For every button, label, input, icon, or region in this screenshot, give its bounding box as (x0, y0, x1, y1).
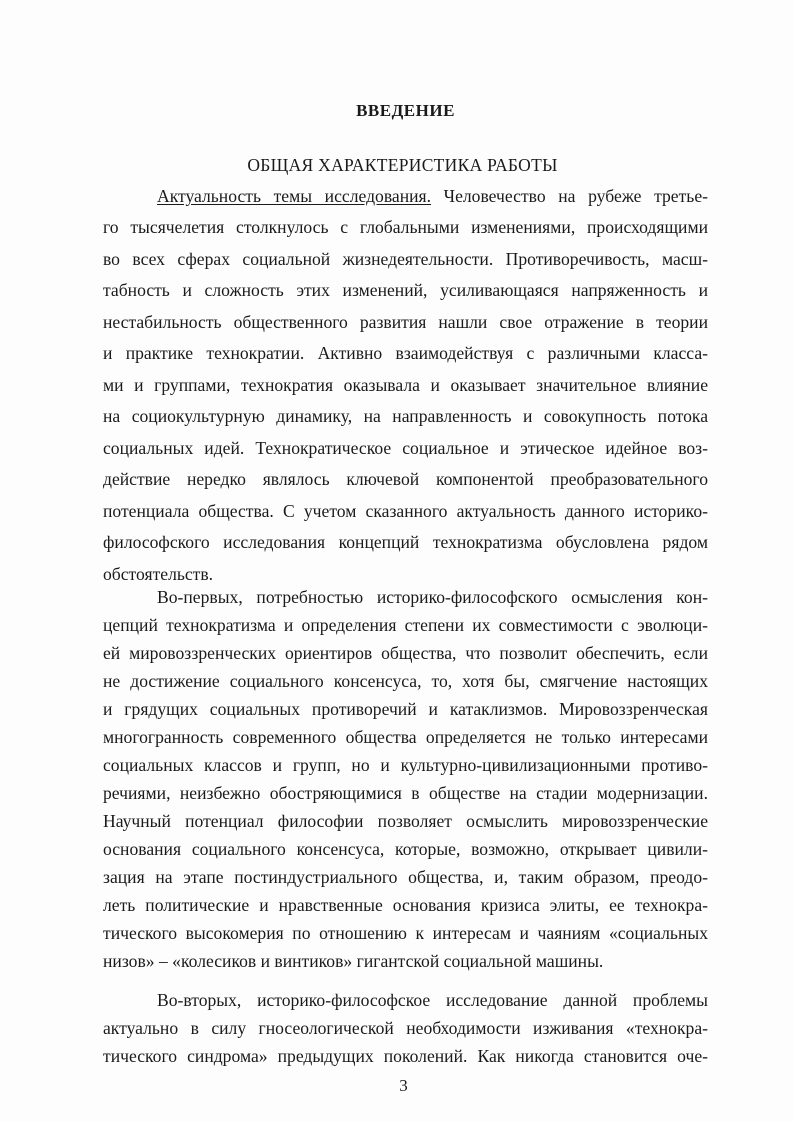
text-line: многогранность современного общества определяется не только интересами (103, 727, 708, 747)
text-line: действие нередко являлось ключевой компонентой преобразовательного (103, 469, 708, 489)
text-line: тического высокомерия по отношению к интересам и чаяниям «социальных (103, 923, 708, 943)
text-line: обстоятельств. (103, 564, 214, 584)
text-line: актуально в силу гносеологической необходимости изживания «технокра- (103, 1018, 708, 1038)
text-line: речиями, неизбежно обостряющимися в обществе на стадии модернизации. (103, 783, 708, 803)
text-line: тического синдрома» предыдущих поколений. Как никогда становится оче- (103, 1046, 708, 1066)
text-line: Во-вторых, историко-философское исследование данной проблемы (157, 990, 708, 1010)
text-line: и практике технократии. Активно взаимодействуя с различными класса- (103, 343, 708, 363)
text-line: зация на этапе постиндустриального общества, и, таким образом, преодо- (103, 867, 708, 887)
text-line: и грядущих социальных противоречий и катаклизмов. Мировоззренческая (103, 699, 708, 719)
page-number: 3 (399, 1076, 408, 1095)
text-line: социальных идей. Технократическое социальное и этическое идейное воз- (103, 438, 708, 458)
text-line: Во-первых, потребностью историко-философского осмысления кон- (157, 587, 708, 607)
text-line: леть политические и нравственные основания кризиса элиты, ее технокра- (103, 895, 708, 915)
text-line: философского исследования концепций технократизма обусловлена рядом (103, 532, 708, 552)
page-heading-introduction: ВВЕДЕНИЕ (356, 101, 455, 120)
text-line: на социокультурную динамику, на направленность и совокупность потока (103, 406, 708, 426)
text-line: основания социального консенсуса, которые, возможно, открывает цивили- (103, 839, 708, 859)
text-line: го тысячелетия столкнулось с глобальными изменениями, происходящими (103, 217, 708, 237)
text-line: социальных классов и групп, но и культурно-цивилизационными противо- (103, 755, 708, 775)
text-line: во всех сферах социальной жизнедеятельности. Противоречивость, масш- (103, 249, 708, 269)
section-label-relevance: Актуальность темы исследования. (157, 186, 432, 206)
text-line: Научный потенциал философии позволяет осмыслить мировоззренческие (103, 811, 708, 831)
text-line (157, 186, 708, 206)
text-line: табность и сложность этих изменений, усиливающаяся напряженность и (103, 280, 708, 300)
text-line: нестабильность общественного развития нашли свое отражение в теории (103, 312, 708, 332)
section-heading-general-characteristics: ОБЩАЯ ХАРАКТЕРИСТИКА РАБОТЫ (247, 155, 558, 175)
text-line: низов» – «колесиков и винтиков» гигантской социальной машины. (103, 951, 604, 971)
text-line: не достижение социального консенсуса, то, хотя бы, смягчение настоящих (103, 671, 708, 691)
text-line: цепций технократизма и определения степени их совместимости с эволюци- (103, 615, 708, 635)
text-line: ми и группами, технократия оказывала и оказывает значительное влияние (103, 375, 708, 395)
text-line-content: Человечество на рубеже третье- (431, 186, 708, 206)
text-line: потенциала общества. С учетом сказанного актуальность данного историко- (103, 501, 708, 521)
text-line: ей мировоззренческих ориентиров общества, что позволит обеспечить, если (103, 643, 708, 663)
